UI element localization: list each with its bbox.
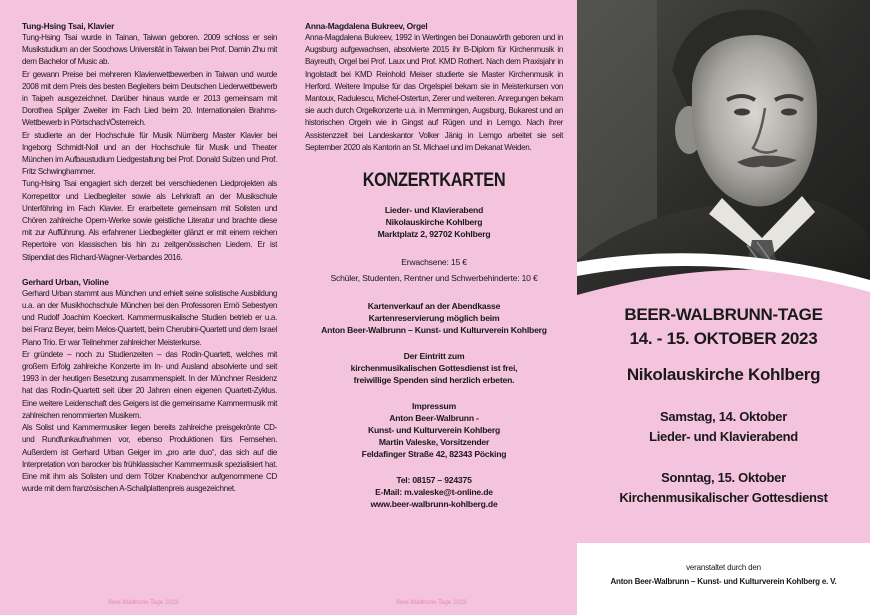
impressum-title: Impressum	[411, 401, 457, 412]
bukreev-paragraph: Anna-Magdalena Bukreev, 1992 in Wertingen bei Donauwörth geboren und in Augsburg aufgewachsen, absolvierte 2015 ihr B-Diplom für Kirchenmusik in Bayreuth, Orgel bei Prof. Laux und Prof. KMD Rothert. Nach dem Praxisjahr in Ingolstadt bei KMD Reinhold Meiser studierte sie Master Kirchenmusik in Herford. Weitere Impulse für das Orgelspiel bekam sie in Meisterkursen von Mantoux, Radulescu, Michel-Ostertun, Zerer und weiteren. Anregungen bekam sie auch durch Orgelkonzerte u.a. in Memmingen, Augsburg, Bukarest und an historischen Orgeln wie in Gingst auf Rügen und in Lemgo. Nach ihrer Assistenzzeit bei Landeskantor Volker Jänig in Lemgo arbeitet sie seit September 2020 als Kantorin an St. Michael und im Dekanat Weiden.	[305, 33, 563, 152]
festival-title: BEER-WALBRUNN-TAGE	[624, 305, 823, 324]
column-middle	[289, 0, 577, 615]
organizer-name: Anton Beer-Walbrunn – Kunst- und Kulturverein Kohlberg e. V.	[610, 577, 837, 586]
tsai-paragraph-1: Tung-Hsing Tsai wurde in Tainan, Taiwan geboren. 2009 schloss er sein Musikstudium an der Soochows Universität in Taiwan bei Prof. Damin Zhu mit dem Bachelor of Music ab.	[22, 33, 277, 67]
footer-middle: Beer-Walbrunn-Tage 2023	[396, 600, 467, 606]
urban-heading: Gerhard Urban, Violine	[22, 276, 109, 287]
tickets-venue-line-2: Nikolauskirche Kohlberg	[385, 217, 483, 228]
bukreev-heading: Anna-Magdalena Bukreev, Orgel	[305, 21, 428, 31]
contact-phone: Tel: 08157 – 924375	[396, 475, 472, 486]
price-reduced: Schüler, Studenten, Rentner und Schwerbehinderte: 10 €	[330, 273, 538, 284]
impressum-line-3: Martin Valeske, Vorsitzender	[378, 437, 490, 448]
contact-website[interactable]: www.beer-walbrunn-kohlberg.de	[370, 499, 498, 510]
day1-date: Samstag, 14. Oktober	[660, 409, 787, 424]
tickets-venue-line-1: Lieder- und Klavierabend	[384, 205, 484, 216]
organizer-box	[577, 543, 870, 615]
tickets-venue-line-3: Marktplatz 2, 92702 Kohlberg	[377, 229, 491, 240]
portrait-illustration	[577, 0, 870, 312]
organizer-label: veranstaltet durch den	[686, 563, 761, 572]
festival-venue: Nikolauskirche Kohlberg	[626, 365, 821, 384]
portrait-photo	[577, 0, 870, 312]
column-right	[577, 0, 870, 615]
urban-paragraph-1: Gerhard Urban stammt aus München und erhielt seine solistische Ausbildung u.a. an der Musikhochschule München bei den Professoren Ernö Sebestyen und Rudolf Joachim Koeckert. Kammermusikalische Studien betrieb er u.a. bei Franz Beyer, beim Melos-Quartett, beim Cherubini-Quartett und dem Israel Piano Trio. Er war Teilnehmer zahlreicher Meisterkurse.	[22, 288, 277, 347]
sales-line-2: Kartenreservierung möglich beim	[368, 313, 500, 324]
festival-dates: 14. - 15. OKTOBER 2023	[629, 329, 818, 348]
sales-line-3: Anton Beer-Walbrunn – Kunst- und Kulturverein Kohlberg	[321, 325, 547, 336]
tsai-paragraph-2: Er gewann Preise bei mehreren Klavierwettbewerben in Taiwan und wurde 2008 mit dem Preis des besten Begleiters beim Deutschen Liederwettbewerb in Taipeh ausgezeichnet. Darüber hinaus wurde er 2013 gemeinsam mit Dorothea Spilger Zweiter im Fach Lied beim 20. Internationalen Brahms-Wettbewerb in Pörtschach/Österreich.	[22, 69, 277, 128]
tsai-paragraph-3: Er studierte an der Hochschule für Musik Nürnberg Master Klavier bei Ingeborg Schmidt-Noll und an der Hochschule für Musik und Theater München im Aufbaustudium Liedgestaltung bei Prof. Donald Sulzen und Prof. Fritz Schwinghammer.	[22, 130, 277, 177]
impressum-line-1: Anton Beer-Walbrunn -	[389, 413, 479, 424]
tickets-title: KONZERTKARTEN	[362, 170, 506, 192]
tsai-heading: Tung-Hsing Tsai, Klavier	[22, 21, 115, 31]
entry-line-2: kirchenmusikalischen Gottesdienst ist frei,	[350, 363, 518, 374]
urban-paragraph-3: Als Solist und Kammermusiker liegen bereits zahlreiche preisgekrönte CD- und Rundfunkaufnahmen vor, ebenso Produktionen fürs Fernsehen. Außerdem ist Gerhard Urban Geiger im „pro arte duo“, das sich auf die Interpretation von barocker bis frühklassischer Kammermusik spezialisiert hat. Eine mit ihm als Solisten und dem Tölzer Knabenchor aufgenommene CD wurde mit dem französischen A-Schallplattenpreis ausgezeichnet.	[22, 423, 277, 494]
entry-line-3: freiwillige Spenden sind herzlich erbeten.	[353, 375, 515, 386]
column-left	[0, 0, 289, 615]
footer-left: Beer-Walbrunn-Tage 2023	[108, 600, 179, 606]
urban-paragraph-2: Er gründete – noch zu Studienzeiten – das Rodin-Quartett, welches mit großem Erfolg zahlreiche Konzerte im In- und Ausland absolvierte und seit 1993 in der heutigen Besetzung zusammenspielt. In der Münchner Residenz hat das Rodin-Quartett seit über 20 Jahren einen eigenen Quartett-Zyklus. Eine weitere Leidenschaft des Geigers ist die gemeinsame Kammermusik mit zahlreichen renommierten Musikern.	[22, 349, 277, 420]
tsai-paragraph-4: Tung-Hsing Tsai engagiert sich derzeit bei verschiedenen Liedprojekten als Korrepetitor und Liedbegleiter sowie als Lehrkraft an der Musikschule Unterföhring im Fach Klavier. Er erarbeitete gemeinsam mit Solisten und Chören zahlreiche Opern-Werke sowie geistliche Literatur und brachte diese mit zur Aufführung. Als erfahrener Liedbegleiter glänzt er mit einem reichen Repertoire von klassischen bis hin zu zeitgenössischen Liedern. Er ist Stipendiat des Richard-Wagner-Verbandes 2016.	[22, 179, 277, 262]
impressum-line-2: Kunst- und Kulturverein Kohlberg	[367, 425, 501, 436]
event-info	[577, 304, 870, 506]
day1-event: Lieder- und Klavierabend	[649, 429, 798, 444]
sales-line-1: Kartenverkauf an der Abendkasse	[367, 301, 501, 312]
day2-date: Sonntag, 15. Oktober	[661, 470, 786, 485]
price-adults: Erwachsene: 15 €	[401, 257, 467, 268]
contact-email[interactable]: E-Mail: m.valeske@t-online.de	[375, 487, 493, 498]
day2-event: Kirchenmusikalischer Gottesdienst	[619, 490, 828, 505]
entry-line-1: Der Eintritt zum	[403, 351, 465, 362]
impressum-line-4: Feldafinger Straße 42, 82343 Pöcking	[361, 449, 507, 460]
